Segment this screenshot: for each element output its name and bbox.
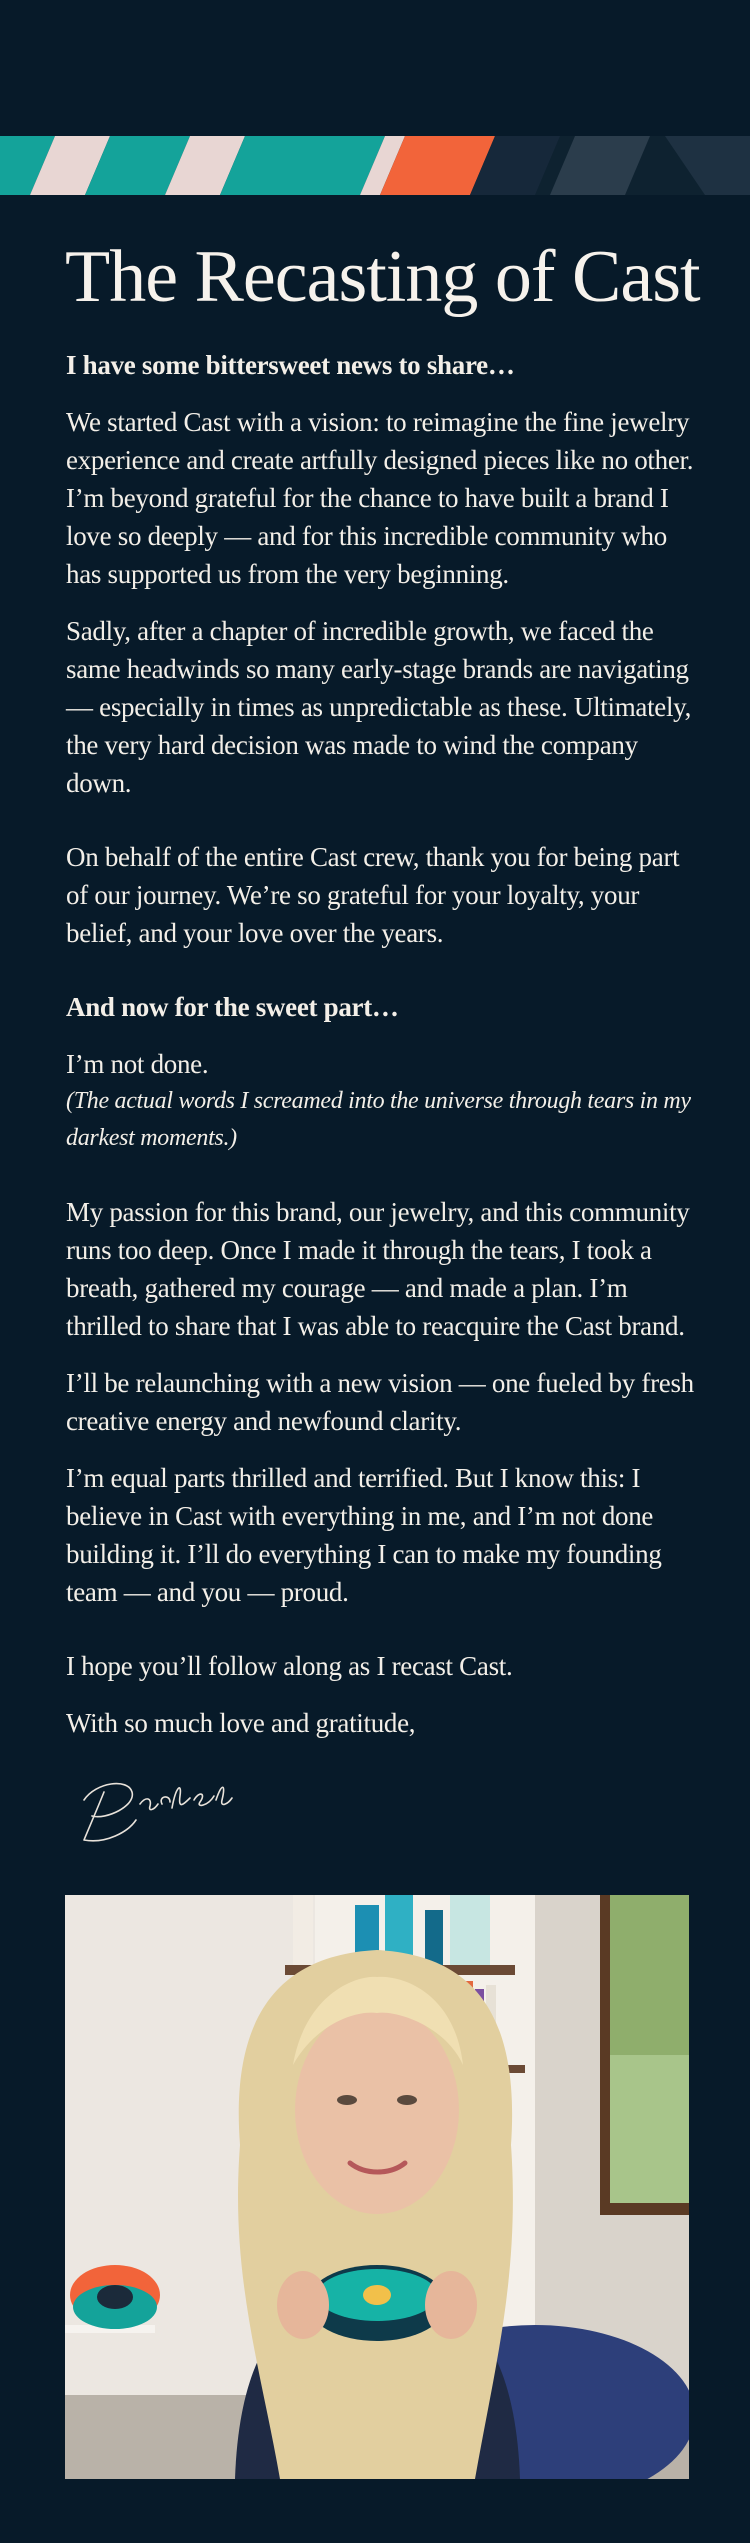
page-title: The Recasting of Cast [65, 236, 700, 318]
paragraph-headwinds: Sadly, after a chapter of incredible growth, we faced the same headwinds so many early-stage brands are navigating — especially in times as unpredictable as these. Ultimately, the very hard decision was made to wind the company down. [66, 616, 692, 798]
signature-scribble [66, 1760, 236, 1850]
paragraph-vision: We started Cast with a vision: to reimagine the fine jewelry experience and create artfully designed pieces like no other. I’m beyond grateful for the chance to have built a brand I love so deeply — and for this incredible community who has supported us from the very beginning. [66, 407, 694, 589]
paragraph-passion: My passion for this brand, our jewelry, and this community runs too deep. Once I made it through the tears, I took a breath, gathered my courage — and made a plan. I’m thrilled to share that I was able to reacquire the Cast brand. [66, 1197, 690, 1341]
paragraph-follow-along: I hope you’ll follow along as I recast Cast. [66, 1651, 513, 1681]
founder-photo [65, 1895, 689, 2479]
paragraph-relaunch: I’ll be relaunching with a new vision — one fueled by fresh creative energy and newfound clarity. [66, 1368, 694, 1436]
decorative-banner [0, 136, 750, 195]
paragraph-not-done: I’m not done. [66, 1049, 209, 1079]
lead-heading-sweet-part: And now for the sweet part… [66, 992, 399, 1022]
paragraph-believe: I’m equal parts thrilled and terrified. But I know this: I believe in Cast with everything in me, and I’m not done building it. I’ll do everything I can to make my founding team — and you — proud. [66, 1463, 662, 1607]
lead-heading-bittersweet: I have some bittersweet news to share… [66, 350, 515, 380]
paragraph-thank-you: On behalf of the entire Cast crew, thank you for being part of our journey. We’re so grateful for your loyalty, your belief, and your love over the years. [66, 842, 680, 948]
closing-line: With so much love and gratitude, [66, 1708, 416, 1738]
letter-body [66, 346, 706, 1850]
italic-aside: (The actual words I screamed into the universe through tears in my darkest moments.) [66, 1088, 691, 1151]
